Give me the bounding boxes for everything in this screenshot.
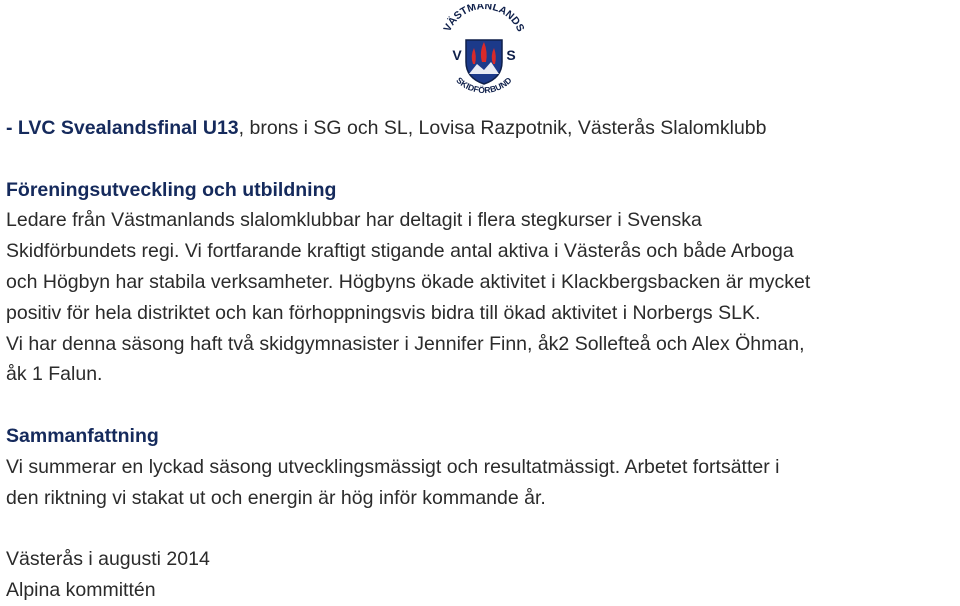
- paragraph-line: Ledare från Västmanlands slalomklubbar har deltagit i flera stegkurser i Svenska: [6, 209, 702, 232]
- paragraph-line: den riktning vi stakat ut och energin är hög inför kommande år.: [6, 486, 546, 509]
- district-logo: [437, 4, 531, 104]
- result-text: , brons i SG och SL, Lovisa Razpotnik, Västerås Slalomklubb: [238, 117, 767, 139]
- paragraph-line: och Högbyn har stabila verksamheter. Högbyns ökade aktivitet i Klackbergsbacken är mycket: [6, 270, 811, 293]
- spacer: [6, 144, 956, 175]
- logo-letter-right: S: [506, 47, 516, 63]
- paragraph-line: Skidförbundets regi. Vi fortfarande kraftigt stigande antal aktiva i Västerås och både Arboga: [6, 240, 794, 263]
- spacer: [6, 390, 956, 421]
- svg-text:VÄSTMANLANDS: [441, 4, 526, 34]
- logo-arc-text: VÄSTMANLANDS: [441, 4, 527, 34]
- paragraph-line: åk 1 Falun.: [6, 363, 103, 386]
- section-heading-development: Föreningsutveckling och utbildning: [6, 178, 337, 201]
- document-body: [6, 113, 956, 606]
- result-line: [6, 113, 956, 144]
- ski-federation-emblem-icon: [437, 4, 531, 104]
- signature-org: Alpina kommittén: [6, 578, 156, 601]
- signature-place-date: Västerås i augusti 2014: [6, 548, 210, 571]
- paragraph-line: Vi summerar en lyckad säsong utvecklingsmässigt och resultatmässigt. Arbetet fortsätter i: [6, 455, 780, 478]
- paragraph-line: positiv för hela distriktet och kan förhoppningsvis bidra till ökad aktivitet i Norbergs SLK.: [6, 301, 761, 324]
- logo-bottom-text: SKIDFÖRBUND: [454, 75, 514, 96]
- section-heading-summary: Sammanfattning: [6, 424, 159, 447]
- logo-letter-left: V: [452, 47, 462, 63]
- spacer: [6, 513, 956, 544]
- paragraph-line: Vi har denna säsong haft två skidgymnasister i Jennifer Finn, åk2 Sollefteå och Alex Öhman,: [6, 332, 805, 355]
- result-title: - LVC Svealandsfinal U13: [6, 117, 239, 139]
